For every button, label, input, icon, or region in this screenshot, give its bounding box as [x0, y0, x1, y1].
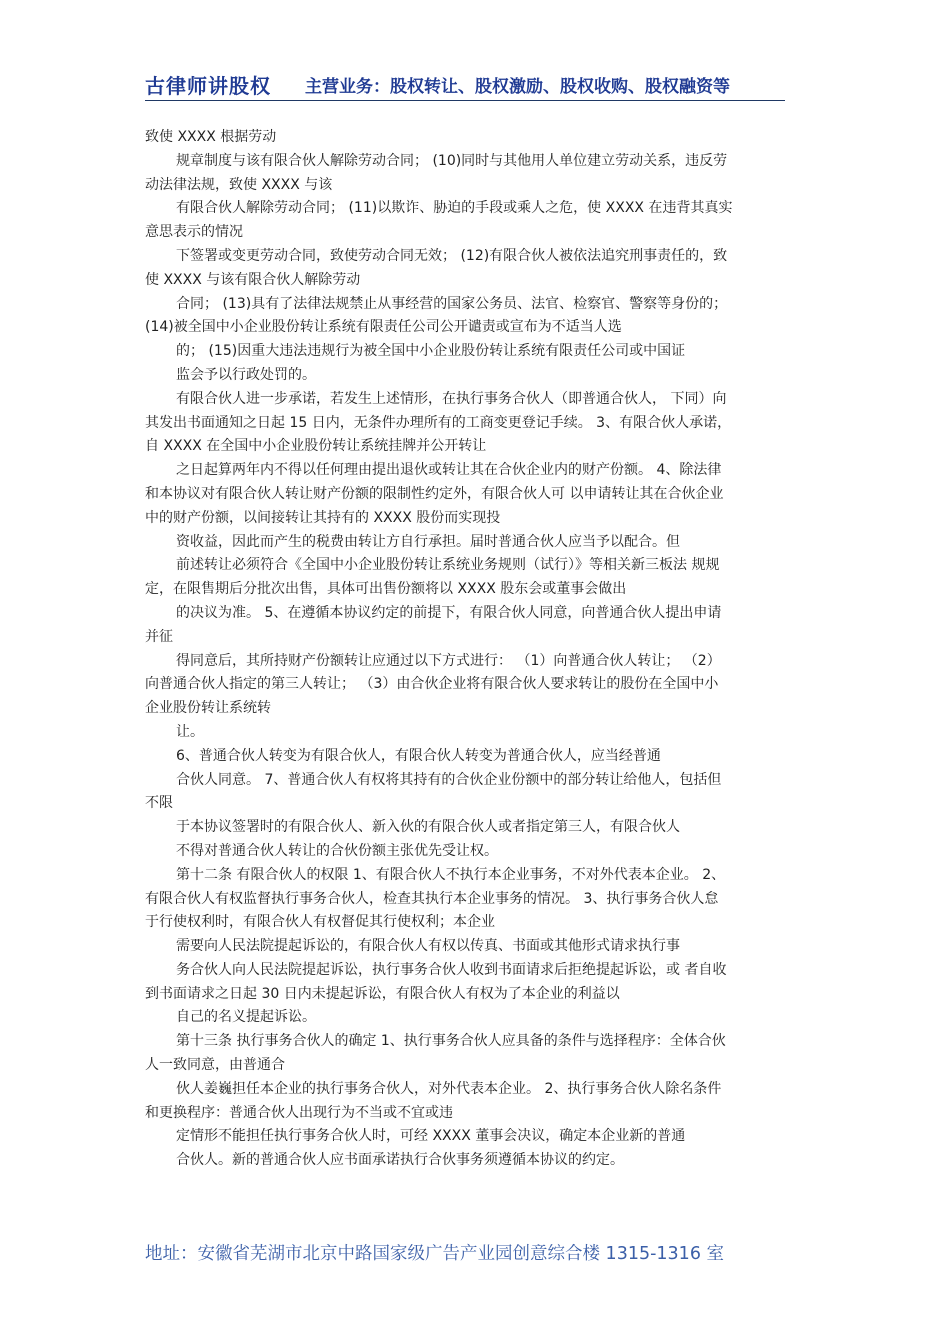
text-line: 定情形不能担任执行事务合伙人时，可经 XXXX 董事会决议，确定本企业新的普通 [176, 1128, 686, 1145]
text-line: 人一致同意，由普通合 [145, 1057, 285, 1074]
text-line: 之日起算两年内不得以任何理由提出退伙或转让其在合伙企业内的财产份额。 4、除法律 [176, 462, 722, 479]
text-line: 第十二条 有限合伙人的权限 1、有限合伙人不执行本企业事务，不对外代表本企业。 2、 [176, 866, 726, 883]
text-line: 第十三条 执行事务合伙人的确定 1、执行事务合伙人应具备的条件与选择程序：全体合伙 [176, 1033, 726, 1050]
text-line: 规章制度与该有限合伙人解除劳动合同； (10)同时与其他用人单位建立劳动关系，违反劳 [176, 152, 728, 169]
text-line: 向普通合伙人指定的第三人转让； （3）由合伙企业将有限合伙人要求转让的股份在全国中小 [145, 676, 719, 693]
text-line: 务合伙人向人民法院提起诉讼，执行事务合伙人收到书面请求后拒绝提起诉讼，或 者自收 [176, 961, 727, 978]
text-line: 合伙人同意。 7、普通合伙人有权将其持有的合伙企业份额中的部分转让给他人，包括但 [176, 771, 722, 788]
text-line: 于本协议签署时的有限合伙人、新入伙的有限合伙人或者指定第三人，有限合伙人 [176, 819, 680, 836]
text-line: 6、普通合伙人转变为有限合伙人，有限合伙人转变为普通合伙人，应当经普通 [176, 747, 661, 764]
text-line: 企业股份转让系统转 [145, 700, 271, 717]
footer-address: 地址：安徽省芜湖市北京中路国家级广告产业园创意综合楼 1315-1316 室 [145, 1244, 725, 1264]
text-line: 使 XXXX 与该有限合伙人解除劳动 [145, 271, 361, 288]
text-line: 到书面请求之日起 30 日内未提起诉讼，有限合伙人有权为了本企业的利益以 [145, 985, 620, 1002]
text-line: 动法律法规，致使 XXXX 与该 [145, 176, 333, 193]
text-line: 和本协议对有限合伙人转让财产份额的限制性约定外，有限合伙人可 以申请转让其在合伙企业 [145, 485, 724, 502]
text-line: 合伙人。新的普通合伙人应书面承诺执行合伙事务须遵循本协议的约定。 [176, 1152, 624, 1169]
text-line: 的决议为准。 5、在遵循本协议约定的前提下，有限合伙人同意，向普通合伙人提出申请 [176, 604, 722, 621]
text-line: 下签署或变更劳动合同，致使劳动合同无效； (12)有限合伙人被依法追究刑事责任的，致 [176, 247, 728, 264]
text-line: 不得对普通合伙人转让的合伙份额主张优先受让权。 [176, 842, 498, 859]
text-line: 让。 [176, 723, 204, 740]
text-line: 并征 [145, 628, 173, 645]
text-line: 有限合伙人进一步承诺，若发生上述情形，在执行事务合伙人（即普通合伙人， 下同）向 [176, 390, 727, 407]
text-line: 资收益，因此而产生的税费由转让方自行承担。届时普通合伙人应当予以配合。但 [176, 533, 680, 550]
text-line: 的； (15)因重大违法违规行为被全国中小企业股份转让系统有限责任公司或中国证 [176, 343, 686, 360]
text-line: 得同意后，其所持财产份额转让应通过以下方式进行： （1）向普通合伙人转让； （2） [176, 652, 721, 669]
text-line: 监会予以行政处罚的。 [176, 366, 316, 383]
text-line: 其发出书面通知之日起 15 日内，无条件办理所有的工商变更登记手续。 3、有限合伙人承诺， [145, 414, 732, 431]
text-line: 意思表示的情况 [145, 224, 243, 241]
text-line: 定，在限售期后分批次出售，具体可出售份额将以 XXXX 股东会或董事会做出 [145, 581, 627, 598]
text-line: 自己的名义提起诉讼。 [176, 1009, 316, 1026]
text-line: 于行使权利时，有限合伙人有权督促其行使权利；本企业 [145, 914, 495, 931]
text-line: 和更换程序：普通合伙人出现行为不当或不宜或违 [145, 1104, 453, 1121]
text-line: 伙人姜巍担任本企业的执行事务合伙人，对外代表本企业。 2、执行事务合伙人除名条件 [176, 1080, 722, 1097]
text-line: 致使 XXXX 根据劳动 [145, 129, 277, 145]
text-line: 中的财产份额，以间接转让其持有的 XXXX 股份而实现投 [145, 509, 501, 526]
text-line: 合同； (13)具有了法律法规禁止从事经营的国家公务员、法官、检察官、警察等身份的； [176, 295, 728, 312]
text-line: 有限合伙人有权监督执行事务合伙人，检查其执行本企业事务的情况。 3、执行事务合伙人怠 [145, 890, 719, 907]
document-body [145, 126, 810, 1173]
text-line: 有限合伙人解除劳动合同； (11)以欺诈、胁迫的手段或乘人之危，使 XXXX 在违背其真实 [176, 200, 733, 217]
text-line: 不限 [145, 795, 173, 812]
text-line: (14)被全国中小企业股份转让系统有限责任公司公开谴责或宣布为不适当人选 [145, 319, 622, 336]
business-scope: 主营业务：股权转让、股权激励、股权收购、股权融资等 [305, 77, 730, 97]
page-header [145, 70, 785, 101]
text-line: 自 XXXX 在全国中小企业股份转让系统挂牌并公开转让 [145, 438, 487, 455]
brand-title: 古律师讲股权 [145, 74, 271, 98]
text-line: 前述转让必须符合《全国中小企业股份转让系统业务规则（试行）》等相关新三板法 规规 [176, 557, 720, 574]
text-line: 需要向人民法院提起诉讼的，有限合伙人有权以传真、书面或其他形式请求执行事 [176, 938, 680, 955]
